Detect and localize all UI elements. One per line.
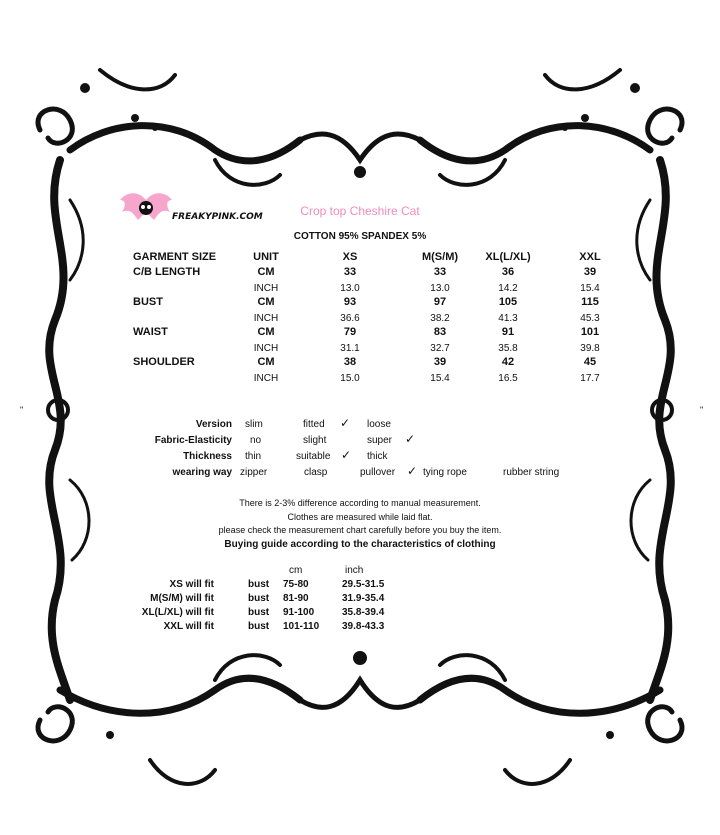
cell-value: 38: [343, 356, 357, 368]
col-header-inch: inch: [345, 565, 364, 576]
cell-value: 79: [343, 326, 357, 338]
check-icon: ✓: [341, 448, 352, 462]
char-option: zipper: [240, 467, 268, 478]
row-label-bust: BUST: [133, 296, 163, 308]
guide-row-label: XS will fit: [169, 579, 214, 590]
side-mark-left: ": [20, 405, 24, 415]
cell-value: 83: [433, 326, 447, 338]
char-option: tying rope: [423, 467, 467, 478]
guide-row-label: M(S/M) will fit: [150, 593, 214, 604]
cell-value: 39: [433, 356, 447, 368]
cell-value: 38.2: [430, 313, 450, 324]
cell-value: 33: [433, 266, 447, 278]
product-title: Crop top Cheshire Cat: [300, 204, 420, 218]
header-size-xs: XS: [342, 251, 358, 263]
guide-row-inch: 35.8-39.4: [342, 607, 385, 618]
cell-value: 93: [343, 296, 357, 308]
guide-row-part: bust: [248, 593, 270, 604]
cell-value: 39.8: [580, 343, 600, 354]
row-label-shoulder: SHOULDER: [133, 356, 195, 368]
unit-cm: CM: [257, 326, 275, 338]
row-label-waist: WAIST: [133, 326, 168, 338]
unit-cm: CM: [257, 266, 275, 278]
char-option: clasp: [304, 467, 328, 478]
header-size-m: M(S/M): [421, 251, 459, 263]
char-option: thin: [245, 451, 262, 462]
char-option: rubber string: [503, 467, 560, 478]
char-option: super: [367, 435, 393, 446]
char-option: suitable: [296, 451, 331, 462]
unit-inch: INCH: [253, 283, 279, 294]
cell-value: 13.0: [430, 283, 450, 294]
header-garment-size: GARMENT SIZE: [133, 251, 217, 263]
cell-value: 115: [581, 296, 599, 308]
check-icon: ✓: [405, 432, 416, 446]
row-label-cb-length: C/B LENGTH: [133, 266, 201, 278]
cell-value: 35.8: [498, 343, 518, 354]
cell-value: 31.1: [340, 343, 360, 354]
cell-value: 33: [343, 266, 357, 278]
cell-value: 32.7: [430, 343, 450, 354]
cell-value: 45.3: [580, 313, 600, 324]
cell-value: 36.6: [340, 313, 360, 324]
cell-value: 45: [583, 356, 597, 368]
char-label-elasticity: Fabric-Elasticity: [154, 435, 232, 446]
char-option: thick: [367, 451, 388, 462]
cell-value: 36: [501, 266, 515, 278]
cell-value: 17.7: [580, 373, 600, 384]
unit-cm: CM: [257, 356, 275, 368]
guide-row-label: XXL will fit: [163, 621, 214, 632]
check-icon: ✓: [340, 416, 351, 430]
buying-guide-title: Buying guide according to the characteristics of clothing: [224, 539, 496, 550]
guide-row-part: bust: [248, 579, 270, 590]
note-line: Clothes are measured while laid flat.: [287, 512, 433, 522]
cell-value: 41.3: [498, 313, 518, 324]
cell-value: 15.0: [340, 373, 360, 384]
guide-row-part: bust: [248, 621, 270, 632]
guide-row-inch: 39.8-43.3: [342, 621, 385, 632]
header-unit: UNIT: [253, 251, 279, 263]
guide-row-cm: 81-90: [283, 593, 309, 604]
side-mark-right: ": [700, 405, 704, 415]
brand-logo-text: FREAKYPINK.COM: [172, 212, 263, 222]
material-line: COTTON 95% SPANDEX 5%: [293, 231, 427, 242]
guide-row-cm: 91-100: [283, 607, 315, 618]
char-label-thickness: Thickness: [183, 451, 232, 462]
cell-value: 15.4: [430, 373, 450, 384]
col-header-cm: cm: [289, 565, 303, 576]
check-icon: ✓: [407, 464, 418, 478]
header-size-xl: XL(L/XL): [485, 251, 531, 263]
cell-value: 42: [501, 356, 515, 368]
unit-inch: INCH: [253, 373, 279, 384]
char-option: fitted: [303, 419, 325, 430]
cell-value: 15.4: [580, 283, 600, 294]
note-line: please check the measurement chart carefully before you buy the item.: [218, 525, 502, 535]
char-option: slim: [245, 419, 263, 430]
header-size-xxl: XXL: [579, 251, 601, 263]
char-option: no: [250, 435, 262, 446]
guide-row-cm: 75-80: [283, 579, 309, 590]
unit-inch: INCH: [253, 343, 279, 354]
bat-skull-icon: [118, 190, 174, 224]
cell-value: 39: [583, 266, 597, 278]
guide-row-part: bust: [248, 607, 270, 618]
guide-row-cm: 101-110: [283, 621, 320, 632]
guide-row-label: XL(L/XL) will fit: [141, 607, 214, 618]
char-label-wearing-way: wearing way: [172, 467, 232, 478]
cell-value: 105: [498, 296, 518, 308]
unit-inch: INCH: [253, 313, 279, 324]
note-line: There is 2-3% difference according to manual measurement.: [239, 498, 481, 508]
unit-cm: CM: [257, 296, 275, 308]
brand-logo: [118, 190, 174, 229]
cell-value: 16.5: [498, 373, 518, 384]
cell-value: 91: [501, 326, 515, 338]
char-option: loose: [367, 419, 391, 430]
cell-value: 13.0: [340, 283, 360, 294]
char-option: slight: [303, 435, 327, 446]
guide-row-inch: 31.9-35.4: [342, 593, 385, 604]
cell-value: 97: [433, 296, 447, 308]
cell-value: 14.2: [498, 283, 518, 294]
guide-row-inch: 29.5-31.5: [342, 579, 385, 590]
cell-value: 101: [580, 326, 600, 338]
char-option: pullover: [360, 467, 396, 478]
char-label-version: Version: [195, 419, 232, 430]
